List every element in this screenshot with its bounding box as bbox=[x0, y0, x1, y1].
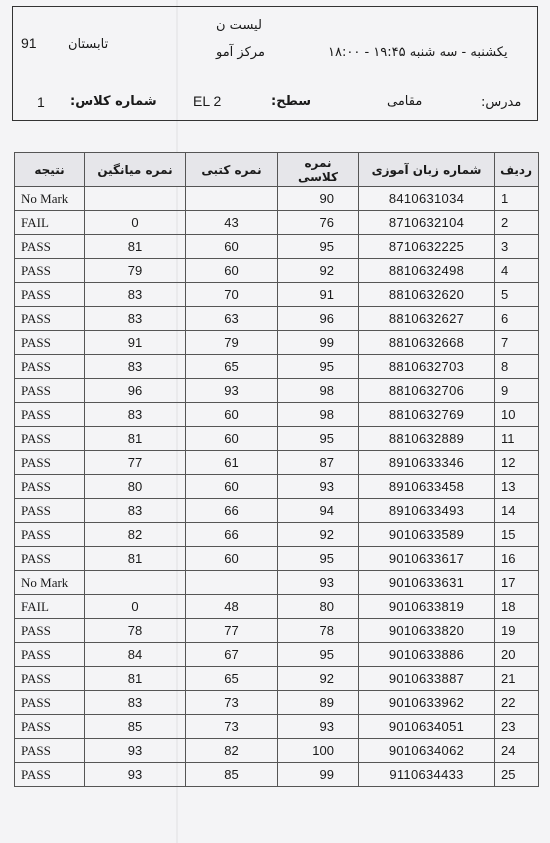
table-row bbox=[15, 331, 539, 355]
cell-student-id: 8910633346 bbox=[359, 451, 495, 475]
table-row bbox=[15, 739, 539, 763]
cell-written-score: 60 bbox=[186, 235, 278, 259]
cell-student-id: 9010633589 bbox=[359, 523, 495, 547]
cell-midterm-score: 0 bbox=[85, 595, 186, 619]
education-center: مرکز آمو bbox=[216, 45, 265, 60]
header-class-score: نمره کلاسی bbox=[278, 153, 359, 187]
cell-result: PASS bbox=[15, 331, 85, 355]
class-number-label: شماره کلاس: bbox=[70, 94, 157, 109]
cell-class-score: 90 bbox=[278, 187, 359, 211]
table-row bbox=[15, 667, 539, 691]
header-written-score: نمره کتبی bbox=[186, 153, 278, 187]
cell-student-id: 8810632668 bbox=[359, 331, 495, 355]
table-row bbox=[15, 619, 539, 643]
cell-midterm-score: 85 bbox=[85, 715, 186, 739]
cell-midterm-score: 79 bbox=[85, 259, 186, 283]
table-row bbox=[15, 403, 539, 427]
cell-result: PASS bbox=[15, 307, 85, 331]
cell-row-number: 5 bbox=[495, 283, 539, 307]
cell-row-number: 9 bbox=[495, 379, 539, 403]
cell-class-score: 99 bbox=[278, 331, 359, 355]
table-row bbox=[15, 547, 539, 571]
cell-student-id: 8810632703 bbox=[359, 355, 495, 379]
table-row bbox=[15, 691, 539, 715]
cell-midterm-score: 83 bbox=[85, 403, 186, 427]
cell-row-number: 24 bbox=[495, 739, 539, 763]
cell-class-score: 95 bbox=[278, 643, 359, 667]
cell-student-id: 8810632620 bbox=[359, 283, 495, 307]
cell-row-number: 1 bbox=[495, 187, 539, 211]
cell-row-number: 10 bbox=[495, 403, 539, 427]
cell-midterm-score bbox=[85, 187, 186, 211]
cell-written-score: 67 bbox=[186, 643, 278, 667]
cell-student-id: 8410631034 bbox=[359, 187, 495, 211]
cell-midterm-score: 81 bbox=[85, 667, 186, 691]
cell-written-score: 60 bbox=[186, 475, 278, 499]
cell-result: PASS bbox=[15, 451, 85, 475]
cell-midterm-score: 83 bbox=[85, 307, 186, 331]
cell-class-score: 95 bbox=[278, 235, 359, 259]
cell-midterm-score: 83 bbox=[85, 691, 186, 715]
table-row bbox=[15, 715, 539, 739]
cell-result: PASS bbox=[15, 355, 85, 379]
cell-midterm-score: 93 bbox=[85, 763, 186, 787]
cell-row-number: 18 bbox=[495, 595, 539, 619]
cell-row-number: 22 bbox=[495, 691, 539, 715]
cell-student-id: 8810632889 bbox=[359, 427, 495, 451]
table-header-row bbox=[15, 153, 539, 187]
cell-student-id: 9010634062 bbox=[359, 739, 495, 763]
class-info-header bbox=[12, 6, 538, 121]
cell-written-score bbox=[186, 187, 278, 211]
cell-student-id: 8810632769 bbox=[359, 403, 495, 427]
cell-midterm-score: 77 bbox=[85, 451, 186, 475]
cell-row-number: 15 bbox=[495, 523, 539, 547]
cell-written-score: 48 bbox=[186, 595, 278, 619]
cell-class-score: 99 bbox=[278, 763, 359, 787]
cell-midterm-score: 82 bbox=[85, 523, 186, 547]
cell-written-score: 79 bbox=[186, 331, 278, 355]
cell-written-score bbox=[186, 571, 278, 595]
level-label: سطح: bbox=[271, 94, 312, 109]
header-result: نتیجه bbox=[15, 153, 85, 187]
grades-table bbox=[14, 152, 539, 787]
cell-class-score: 95 bbox=[278, 547, 359, 571]
cell-midterm-score: 93 bbox=[85, 739, 186, 763]
cell-row-number: 12 bbox=[495, 451, 539, 475]
cell-result: PASS bbox=[15, 619, 85, 643]
class-schedule: یکشنبه - سه شنبه ۱۹:۴۵ - ۱۸:۰۰ bbox=[328, 45, 508, 60]
cell-student-id: 9010633819 bbox=[359, 595, 495, 619]
cell-result: PASS bbox=[15, 283, 85, 307]
cell-result: PASS bbox=[15, 475, 85, 499]
cell-written-score: 43 bbox=[186, 211, 278, 235]
cell-written-score: 60 bbox=[186, 427, 278, 451]
table-row bbox=[15, 571, 539, 595]
table-row bbox=[15, 211, 539, 235]
table-body bbox=[15, 187, 539, 787]
cell-class-score: 76 bbox=[278, 211, 359, 235]
cell-row-number: 16 bbox=[495, 547, 539, 571]
cell-class-score: 100 bbox=[278, 739, 359, 763]
cell-midterm-score: 96 bbox=[85, 379, 186, 403]
cell-row-number: 20 bbox=[495, 643, 539, 667]
table-row bbox=[15, 355, 539, 379]
cell-student-id: 9010633617 bbox=[359, 547, 495, 571]
instructor-name: مقامی bbox=[387, 94, 423, 109]
cell-midterm-score: 78 bbox=[85, 619, 186, 643]
class-number-value: 1 bbox=[37, 94, 45, 110]
cell-row-number: 19 bbox=[495, 619, 539, 643]
cell-result: FAIL bbox=[15, 211, 85, 235]
cell-student-id: 9010633631 bbox=[359, 571, 495, 595]
cell-result: No Mark bbox=[15, 187, 85, 211]
cell-result: PASS bbox=[15, 547, 85, 571]
cell-class-score: 98 bbox=[278, 379, 359, 403]
cell-student-id: 8810632498 bbox=[359, 259, 495, 283]
cell-result: PASS bbox=[15, 379, 85, 403]
header-student-id: شماره زبان آموزی bbox=[359, 153, 495, 187]
cell-result: FAIL bbox=[15, 595, 85, 619]
cell-class-score: 93 bbox=[278, 571, 359, 595]
cell-result: PASS bbox=[15, 523, 85, 547]
cell-row-number: 21 bbox=[495, 667, 539, 691]
table-row bbox=[15, 499, 539, 523]
cell-midterm-score: 83 bbox=[85, 499, 186, 523]
cell-student-id: 9010633887 bbox=[359, 667, 495, 691]
cell-midterm-score: 81 bbox=[85, 235, 186, 259]
cell-student-id: 9110634433 bbox=[359, 763, 495, 787]
cell-student-id: 9010634051 bbox=[359, 715, 495, 739]
table-row bbox=[15, 595, 539, 619]
cell-row-number: 17 bbox=[495, 571, 539, 595]
cell-class-score: 80 bbox=[278, 595, 359, 619]
cell-midterm-score: 91 bbox=[85, 331, 186, 355]
cell-written-score: 70 bbox=[186, 283, 278, 307]
cell-midterm-score: 83 bbox=[85, 283, 186, 307]
table-row bbox=[15, 259, 539, 283]
cell-student-id: 8910633458 bbox=[359, 475, 495, 499]
cell-class-score: 78 bbox=[278, 619, 359, 643]
cell-row-number: 11 bbox=[495, 427, 539, 451]
cell-class-score: 92 bbox=[278, 667, 359, 691]
cell-result: PASS bbox=[15, 499, 85, 523]
cell-student-id: 8910633493 bbox=[359, 499, 495, 523]
cell-row-number: 2 bbox=[495, 211, 539, 235]
table-row bbox=[15, 283, 539, 307]
cell-result: PASS bbox=[15, 739, 85, 763]
cell-written-score: 73 bbox=[186, 715, 278, 739]
table-row bbox=[15, 643, 539, 667]
cell-student-id: 8710632104 bbox=[359, 211, 495, 235]
level-value: EL 2 bbox=[193, 93, 222, 109]
cell-result: PASS bbox=[15, 427, 85, 451]
cell-row-number: 3 bbox=[495, 235, 539, 259]
cell-result: PASS bbox=[15, 403, 85, 427]
cell-written-score: 93 bbox=[186, 379, 278, 403]
header-midterm-score: نمره میانگین bbox=[85, 153, 186, 187]
cell-class-score: 91 bbox=[278, 283, 359, 307]
list-title: لیست ن bbox=[216, 18, 262, 33]
header-row-number: ردیف bbox=[495, 153, 539, 187]
instructor-label: مدرس: bbox=[481, 95, 522, 110]
cell-student-id: 8810632706 bbox=[359, 379, 495, 403]
table-row bbox=[15, 187, 539, 211]
cell-student-id: 9010633886 bbox=[359, 643, 495, 667]
cell-written-score: 60 bbox=[186, 259, 278, 283]
cell-class-score: 93 bbox=[278, 715, 359, 739]
cell-class-score: 92 bbox=[278, 259, 359, 283]
cell-result: PASS bbox=[15, 691, 85, 715]
cell-student-id: 9010633820 bbox=[359, 619, 495, 643]
cell-result: PASS bbox=[15, 259, 85, 283]
cell-midterm-score bbox=[85, 571, 186, 595]
cell-row-number: 23 bbox=[495, 715, 539, 739]
cell-written-score: 85 bbox=[186, 763, 278, 787]
cell-row-number: 14 bbox=[495, 499, 539, 523]
term: تابستان bbox=[68, 37, 109, 52]
cell-result: PASS bbox=[15, 235, 85, 259]
cell-row-number: 25 bbox=[495, 763, 539, 787]
year: 91 bbox=[21, 35, 37, 51]
cell-class-score: 87 bbox=[278, 451, 359, 475]
cell-result: No Mark bbox=[15, 571, 85, 595]
table-row bbox=[15, 763, 539, 787]
cell-written-score: 66 bbox=[186, 499, 278, 523]
cell-written-score: 63 bbox=[186, 307, 278, 331]
cell-result: PASS bbox=[15, 715, 85, 739]
table-row bbox=[15, 475, 539, 499]
cell-result: PASS bbox=[15, 667, 85, 691]
cell-written-score: 77 bbox=[186, 619, 278, 643]
cell-midterm-score: 0 bbox=[85, 211, 186, 235]
table-row bbox=[15, 379, 539, 403]
cell-class-score: 94 bbox=[278, 499, 359, 523]
cell-written-score: 60 bbox=[186, 547, 278, 571]
cell-class-score: 95 bbox=[278, 427, 359, 451]
cell-class-score: 98 bbox=[278, 403, 359, 427]
cell-class-score: 96 bbox=[278, 307, 359, 331]
cell-result: PASS bbox=[15, 643, 85, 667]
cell-student-id: 9010633962 bbox=[359, 691, 495, 715]
cell-midterm-score: 83 bbox=[85, 355, 186, 379]
cell-written-score: 61 bbox=[186, 451, 278, 475]
cell-class-score: 89 bbox=[278, 691, 359, 715]
cell-written-score: 82 bbox=[186, 739, 278, 763]
cell-row-number: 4 bbox=[495, 259, 539, 283]
cell-class-score: 93 bbox=[278, 475, 359, 499]
cell-written-score: 66 bbox=[186, 523, 278, 547]
cell-written-score: 73 bbox=[186, 691, 278, 715]
table-row bbox=[15, 523, 539, 547]
cell-midterm-score: 84 bbox=[85, 643, 186, 667]
cell-written-score: 65 bbox=[186, 355, 278, 379]
table-row bbox=[15, 451, 539, 475]
cell-row-number: 13 bbox=[495, 475, 539, 499]
cell-written-score: 60 bbox=[186, 403, 278, 427]
cell-row-number: 6 bbox=[495, 307, 539, 331]
cell-row-number: 7 bbox=[495, 331, 539, 355]
cell-result: PASS bbox=[15, 763, 85, 787]
cell-student-id: 8710632225 bbox=[359, 235, 495, 259]
cell-row-number: 8 bbox=[495, 355, 539, 379]
cell-class-score: 92 bbox=[278, 523, 359, 547]
cell-class-score: 95 bbox=[278, 355, 359, 379]
cell-written-score: 65 bbox=[186, 667, 278, 691]
cell-midterm-score: 80 bbox=[85, 475, 186, 499]
cell-student-id: 8810632627 bbox=[359, 307, 495, 331]
cell-midterm-score: 81 bbox=[85, 427, 186, 451]
table-row bbox=[15, 307, 539, 331]
table-row bbox=[15, 427, 539, 451]
table-row bbox=[15, 235, 539, 259]
cell-midterm-score: 81 bbox=[85, 547, 186, 571]
